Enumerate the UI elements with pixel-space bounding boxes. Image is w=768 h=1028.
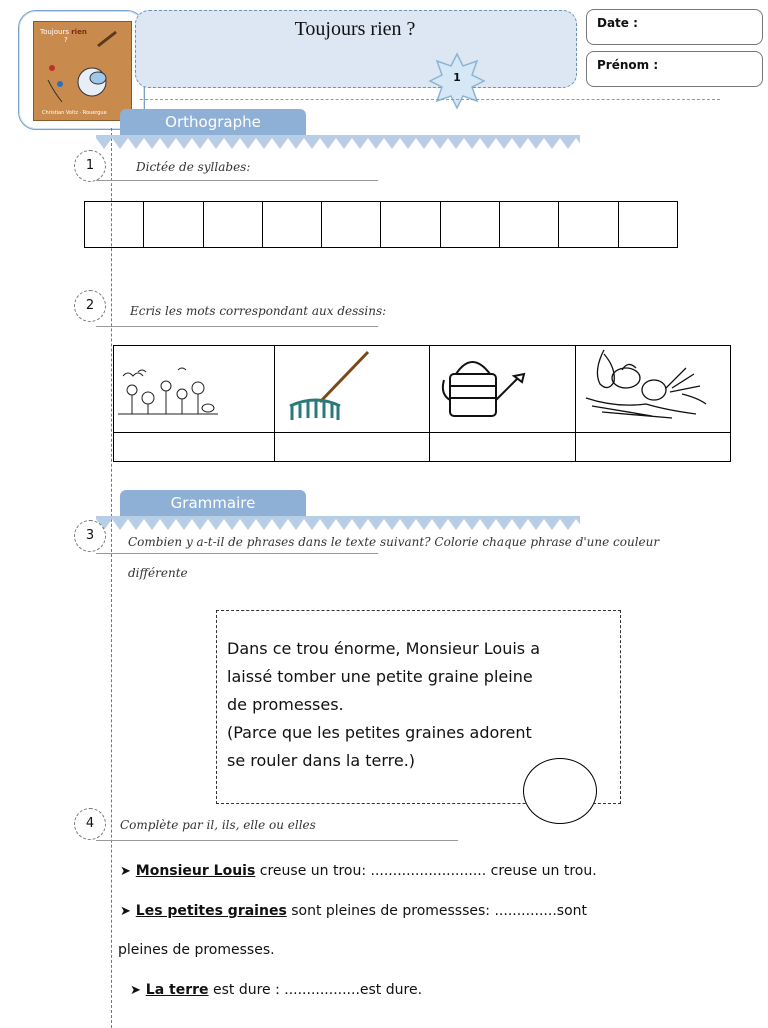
arrow-bullet-icon: ➤	[120, 904, 131, 919]
exercise-4-item	[120, 903, 587, 919]
exercise-1-instruction: Dictée de syllabes:	[136, 160, 251, 174]
text-line: Dans ce trou énorme, Monsieur Louis a	[227, 639, 540, 658]
syllable-cell[interactable]	[619, 202, 677, 247]
exercise-2-underline	[96, 326, 378, 327]
margin-line	[111, 128, 112, 1028]
answer-cell[interactable]	[275, 432, 429, 461]
arrow-bullet-icon: ➤	[130, 983, 141, 998]
syllable-cell[interactable]	[204, 202, 263, 247]
exercise-number-3: 3	[74, 520, 106, 552]
flowers-drawing	[118, 366, 268, 418]
drawing-table	[113, 345, 731, 462]
exercise-number-2: 2	[74, 290, 106, 322]
item-subject: Les petites graines	[135, 903, 287, 919]
exercise-3-underline	[96, 553, 378, 554]
section-banner-grammaire: Grammaire	[120, 490, 306, 516]
syllable-grid	[84, 201, 678, 248]
date-label: Date :	[597, 16, 638, 30]
exercise-4-continuation: pleines de promesses.	[118, 942, 275, 958]
date-field[interactable]	[586, 9, 763, 45]
answer-cell[interactable]	[576, 432, 730, 461]
page-number: 1	[453, 71, 461, 84]
arrow-bullet-icon: ➤	[120, 864, 131, 879]
book-cover-image	[33, 21, 132, 121]
vegetables-drawing	[582, 348, 722, 428]
exercise-number-4: 4	[74, 808, 106, 840]
exercise-number-1: 1	[74, 150, 106, 182]
syllable-cell[interactable]	[263, 202, 322, 247]
answer-oval[interactable]	[523, 758, 597, 824]
zigzag-decoration	[96, 516, 580, 534]
book-publisher: Christian Voltz · Rouergue	[42, 110, 107, 116]
firstname-label: Prénom :	[597, 58, 659, 72]
syllable-cell[interactable]	[441, 202, 500, 247]
text-paragraph	[227, 635, 607, 775]
exercise-3-instruction-line1: Combien y a-t-il de phrases dans le texte suivant? Colorie chaque phrase d'une couleur	[128, 535, 660, 549]
text-line: de promesses.	[227, 695, 344, 714]
syllable-cell[interactable]	[85, 202, 144, 247]
item-rest: sont pleines de promessses: ..............sont	[286, 903, 587, 919]
page-title: Toujours rien ?	[294, 18, 416, 40]
text-line: laissé tomber une petite graine pleine	[227, 667, 533, 686]
syllable-cell[interactable]	[500, 202, 559, 247]
zigzag-decoration	[96, 135, 580, 153]
item-subject: Monsieur Louis	[135, 863, 256, 879]
book-illustration	[34, 22, 131, 120]
exercise-4-underline	[96, 840, 458, 841]
text-line: (Parce que les petites graines adorent	[227, 723, 532, 742]
exercise-4-instruction: Complète par il, ils, elle ou elles	[120, 818, 316, 832]
exercise-4-item	[130, 982, 422, 998]
exercise-4-item	[120, 863, 597, 879]
answer-cell[interactable]	[114, 432, 274, 461]
firstname-field[interactable]	[586, 51, 763, 87]
answer-cell[interactable]	[430, 432, 575, 461]
syllable-cell[interactable]	[381, 202, 440, 247]
item-subject: La terre	[145, 982, 209, 998]
syllable-cell[interactable]	[559, 202, 618, 247]
text-line: se rouler dans la terre.)	[227, 751, 416, 770]
exercise-3-instruction-line2: différente	[128, 566, 188, 580]
header-divider	[140, 99, 720, 100]
syllable-cell[interactable]	[144, 202, 203, 247]
exercise-2-instruction: Ecris les mots correspondant aux dessins:	[130, 304, 387, 318]
syllable-cell[interactable]	[322, 202, 381, 247]
watering-can-drawing	[440, 350, 530, 422]
rake-drawing	[286, 348, 376, 424]
item-rest: creuse un trou: .......................... creuse un trou.	[255, 863, 597, 879]
section-banner-orthographe: Orthographe	[120, 109, 306, 135]
item-rest: est dure : .................est dure.	[208, 982, 423, 998]
exercise-1-underline	[96, 180, 378, 181]
book-cover-title: Toujours rien ?	[40, 28, 87, 44]
